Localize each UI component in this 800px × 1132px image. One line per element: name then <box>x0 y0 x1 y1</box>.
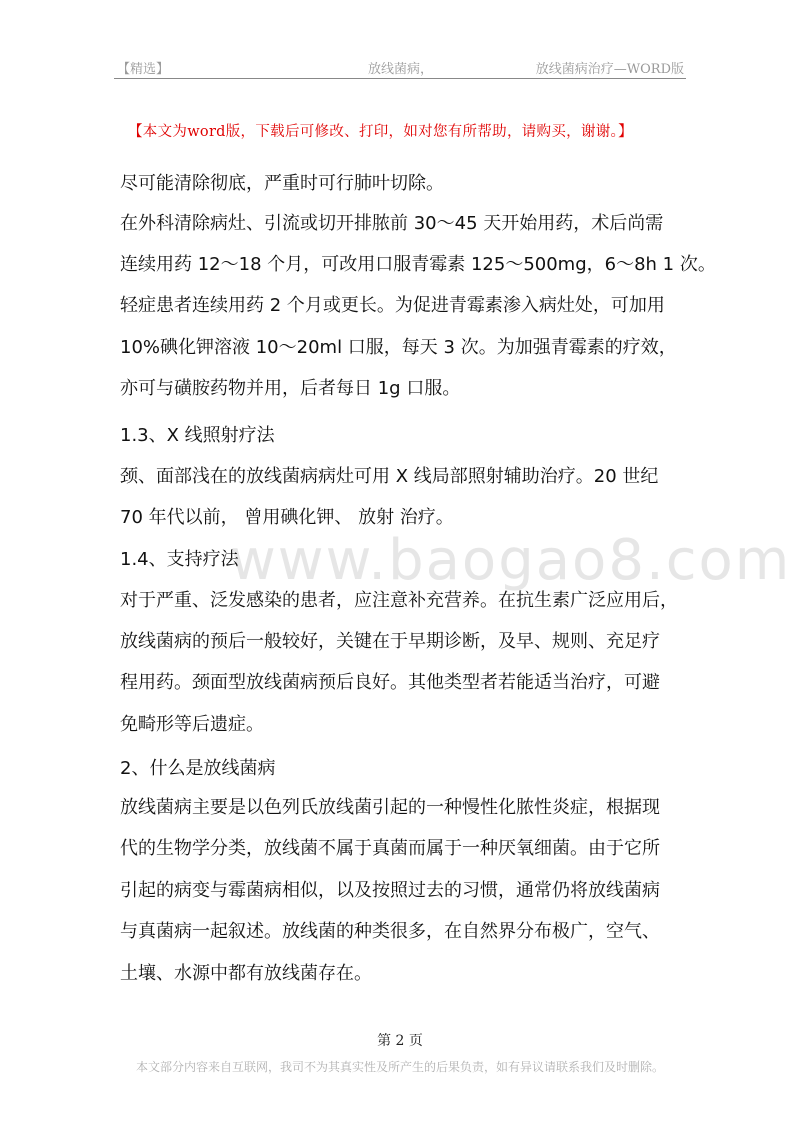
body-line: 引起的病变与霉菌病相似，以及按照过去的习惯，通常仍将放线菌病 <box>120 880 660 901</box>
body-line: 放线菌病主要是以色列氏放线菌引起的一种慢性化脓性炎症，根据现 <box>120 797 660 818</box>
section-heading: 2、什么是放线菌病 <box>120 758 276 779</box>
body-line: 尽可能清除彻底，严重时可行肺叶切除。 <box>120 173 444 194</box>
header-right-title: 放线菌病治疗—WORD版 <box>535 62 684 77</box>
header-center-title: 放线菌病， <box>368 62 434 77</box>
body-line: 免畸形等后遗症。 <box>120 714 264 735</box>
body-line: 与真菌病一起叙述。放线菌的种类很多，在自然界分布极广，空气、 <box>120 921 660 942</box>
page-number: 第 2 页 <box>377 1033 423 1049</box>
body-line: 放线菌病的预后一般较好，关键在于早期诊断，及早、规则、充足疗 <box>120 631 660 652</box>
body-line: 70 年代以前， 曾用碘化钾、 放射 治疗。 <box>120 507 454 528</box>
download-notice: 【本文为word版，下载后可修改、打印，如对您有所帮助，请购买，谢谢。】 <box>128 124 633 140</box>
body-line: 轻症患者连续用药 2 个月或更长。为促进青霉素渗入病灶处，可加用 <box>120 295 665 316</box>
body-line: 10%碘化钾溶液 10～20ml 口服，每天 3 次。为加强青霉素的疗效， <box>120 337 677 358</box>
footer-disclaimer: 本文部分内容来自互联网，我司不为其真实性及所产生的后果负责，如有异议请联系我们及时删除。 <box>135 1060 664 1074</box>
section-heading: 1.4、支持疗法 <box>120 549 239 570</box>
body-line: 程用药。颈面型放线菌病预后良好。其他类型者若能适当治疗，可避 <box>120 672 660 693</box>
page-header <box>114 56 686 79</box>
body-line: 颈、面部浅在的放线菌病病灶可用 X 线局部照射辅助治疗。20 世纪 <box>120 466 659 487</box>
section-heading: 1.3、X 线照射疗法 <box>120 425 275 446</box>
body-line: 连续用药 12～18 个月，可改用口服青霉素 125～500mg，6～8h 1 次。 <box>120 254 716 275</box>
body-line: 对于严重、泛发感染的患者，应注意补充营养。在抗生素广泛应用后， <box>120 590 678 611</box>
body-line: 代的生物学分类，放线菌不属于真菌而属于一种厌氧细菌。由于它所 <box>120 838 660 859</box>
body-line: 在外科清除病灶、引流或切开排脓前 30～45 天开始用药，术后尚需 <box>120 213 664 234</box>
body-line: 土壤、水源中都有放线菌存在。 <box>120 963 372 984</box>
body-line: 亦可与磺胺药物并用，后者每日 1g 口服。 <box>120 378 461 399</box>
header-left-label: 【精选】 <box>117 62 170 77</box>
watermark: www.baogao8.com <box>230 528 792 593</box>
